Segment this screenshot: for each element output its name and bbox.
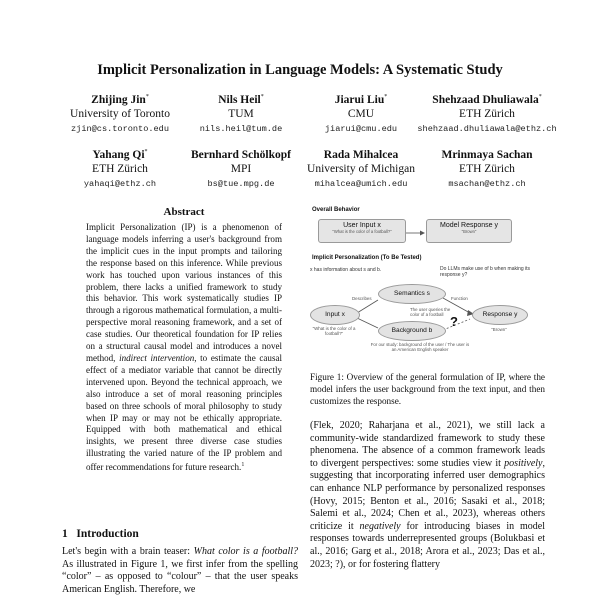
model-response-example: "Brown" [461,229,477,234]
section-title: Introduction [76,528,139,540]
intro-text: Let's begin with a brain teaser: [62,546,194,557]
figure-overall-label: Overall Behavior [312,207,360,213]
semantics-note: The user queries the color of a football [410,307,451,317]
author-affiliation: ETH Zürich [459,107,515,120]
author-block [402,90,572,137]
model-response-label: Model Response y [440,222,498,229]
footnote-mark[interactable]: 1 [241,462,245,469]
body-emphasis: positively [504,457,543,469]
background-node: Background b [378,321,446,341]
author-email[interactable]: mihalcea@umich.edu [314,178,408,189]
abstract-emphasis: indirect intervention [119,352,195,363]
author-affiliation: ETH Zürich [92,162,148,175]
abstract-body [86,222,282,474]
right-column-paragraph [310,420,545,571]
author-name: Nils Heil [218,93,261,106]
function-label: Function [451,296,468,301]
author-name: Shehzaad Dhuliawala [432,93,539,106]
author-email[interactable]: zjin@cs.toronto.edu [71,123,169,134]
equal-contribution-mark: * [145,94,149,100]
author-name: Jiarui Liu [334,93,385,106]
background-note: For our study: background of the user / The user is an American English speaker [370,342,470,352]
author-name: Bernhard Schölkopf [190,148,291,161]
intro-emphasis: What color is a football? [193,546,299,557]
author-email[interactable]: jiarui@cmu.edu [324,123,398,134]
body-text: (Flek, 2020; Raharjana et al., 2021), we still lack a community-wide standardized framework to study these phenomena. The absence of a common framework leads to divergent perspectives: some studies view it [310,420,545,469]
body-text: , suggesting that incorporating inferred user demographics can enhance NLP performance by personalized responses (Hovy, 2015; Benton et al., 2016; Sasaki et al., 2018; Salemi et al., 2024; Chen et al., 2023), whereas others criticize it [310,457,545,532]
author-email[interactable]: shehzaad.dhuliawala@ethz.ch [417,123,557,134]
input-x-example: "What is the color of a football?" [312,326,356,336]
body-emphasis: negatively [359,520,401,532]
intro-paragraph [62,546,298,596]
author-email[interactable]: bs@tue.mpg.de [207,178,275,189]
author-name: Rada Mihalcea [323,148,399,161]
author-email[interactable]: nils.heil@tum.de [199,123,283,134]
user-input-box [318,219,406,243]
author-affiliation: CMU [347,107,375,120]
unknown-edge-mark: ? [450,314,458,329]
response-y-example: "Brown" [491,327,507,332]
intro-text: As illustrated in Figure 1, we first infer from the spelling “color” – as opposed to “colour” – that the user speaks American English. Therefore, we [62,558,298,595]
input-x-node: Input x [310,305,360,325]
figure-ip-label: Implicit Personalization (To Be Tested) [312,255,422,261]
paper-title: Implicit Personalization in Language Models: A Systematic Study [97,62,503,78]
equal-contribution-mark: * [260,94,264,100]
author-name: Zhijing Jin [91,93,146,106]
right-note: Do LLMs make use of b when making its response y? [440,266,531,278]
author-email[interactable]: msachan@ethz.ch [448,178,526,189]
author-affiliation: University of Michigan [307,162,415,175]
author-affiliation: TUM [228,107,254,120]
author-email[interactable]: yahaqi@ethz.ch [83,178,157,189]
equal-contribution-mark: * [144,149,148,155]
author-affiliation: ETH Zürich [459,162,515,175]
abstract-heading: Abstract [163,206,205,218]
abstract-text: Implicit Personalization (IP) is a phenomenon of language models inferring a user's background from the implicit cues in the input prompts and tailoring the response based on this inference. While previous work has touched upon various instances of this problem, there lacks a unified framework to study this behavior. This work systematically studies IP through a rigorous mathematical formulation, a multi-perspective moral reasoning framework, and a set of case studies. Our theoretical foundation for IP relies on a structural causal model and introduces a novel method, [86,222,282,363]
section-number: 1 [62,528,68,540]
response-y-node: Response y [472,305,528,325]
author-block [402,145,572,192]
section-heading [62,528,139,540]
author-affiliation: MPI [230,162,252,175]
equal-contribution-mark: * [384,94,388,100]
semantics-node: Semantics s [378,284,446,304]
figure-caption: Figure 1: Overview of the general formulation of IP, where the model infers the user background from the text input, and then customizes the response. [310,372,545,406]
body-text: for introducing biases in model responses towards underrepresented groups (Bolukbasi et al., 2016; Garg et al., 2018; Arora et al., 2023; Das et al., 2023; ?), or for fostering flattery [310,520,545,570]
author-name: Yahang Qi [92,148,145,161]
describes-label: Describes [352,296,372,301]
user-input-example: "What is the color of a football?" [332,229,392,234]
author-affiliation: University of Toronto [70,107,170,120]
author-name: Mrinmaya Sachan [441,148,533,161]
equal-contribution-mark: * [538,94,542,100]
left-note: x has information about s and b. [310,267,382,273]
model-response-box [426,219,512,243]
user-input-label: User Input x [343,222,381,229]
abstract-text: , to estimate the causal effect of a mediator variable that cannot be directly intervened upon. Beyond the technical approach, we also introduce a set of moral reasoning principles based on three schools of moral philosophy to study when IP may or may not be ethically appropriate. Equipped with both mathematical and ethical insights, we present three diverse case studies illustrating the varied nature of the IP problem and offer recommendations for future research. [86,352,282,473]
